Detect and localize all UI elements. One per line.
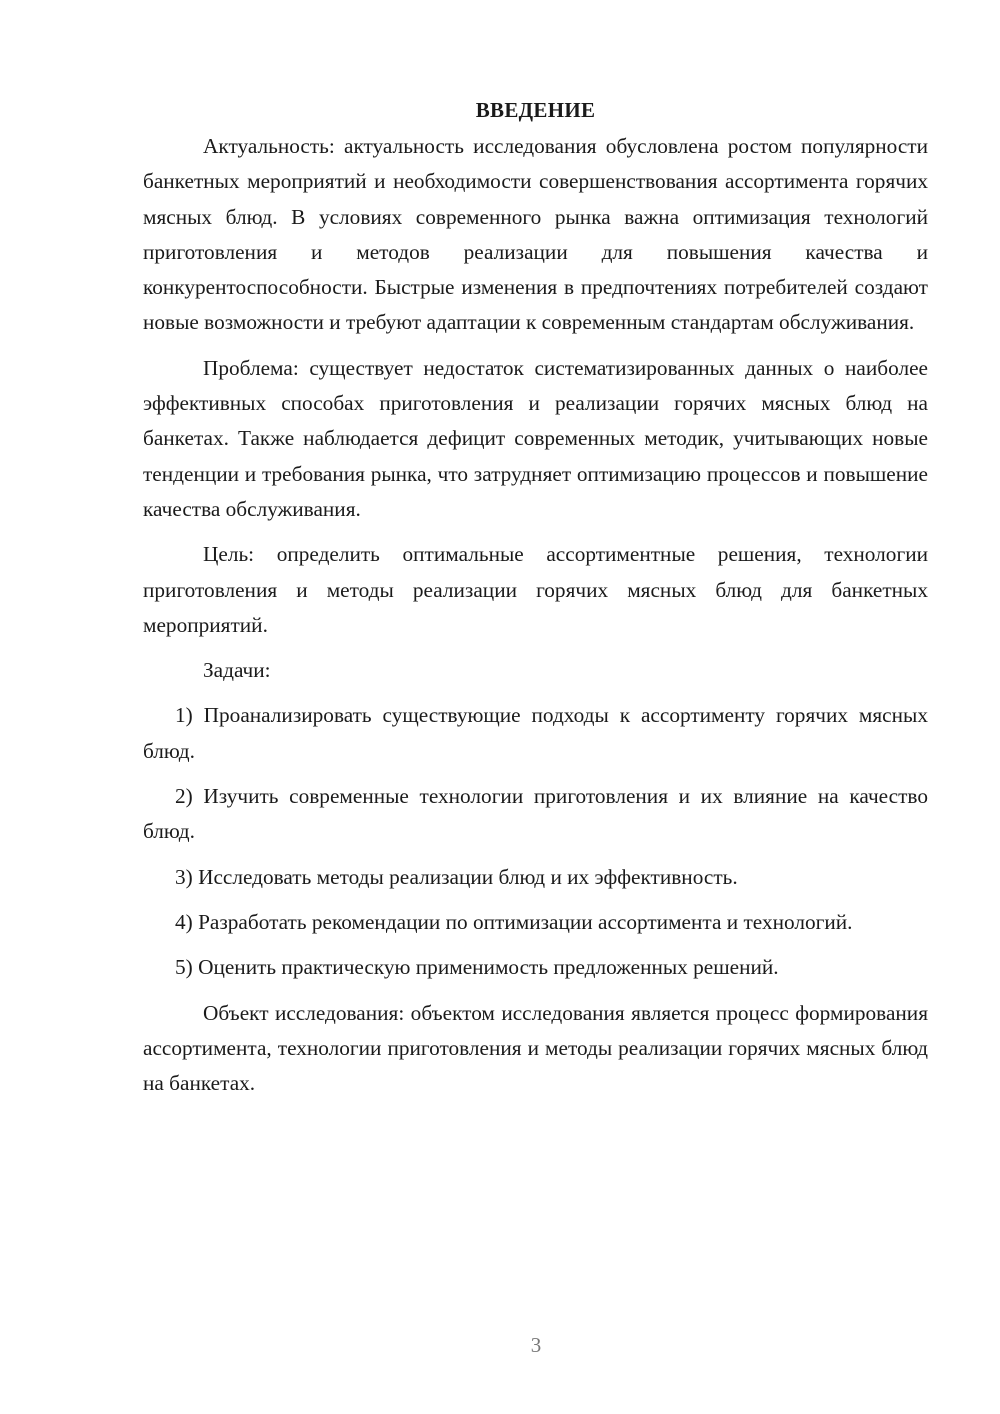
task-item-5: 5) Оценить практическую применимость предложенных решений. (175, 955, 779, 980)
relevance-paragraph: Актуальность: актуальность исследования обусловлена ростом популярности банкетных мероприятий и необходимости совершенствования ассортимента горячих мясных блюд. В условиях современного рынка важна оптимизация технологий приготовления и методов реализации для повышения качества и конкурентоспособности. Быстрые изменения в предпочтениях потребителей создают новые возможности и требуют адаптации к современным стандартам обслуживания. (143, 134, 928, 335)
tasks-label: Задачи: (203, 658, 271, 683)
section-heading: ВВЕДЕНИЕ (475, 98, 596, 122)
page-body (143, 93, 928, 1111)
page-number: 3 (530, 1333, 542, 1357)
problem-paragraph: Проблема: существует недостаток систематизированных данных о наиболее эффективных способах приготовления и реализации горячих мясных блюд на банкетах. Также наблюдается дефицит современных методик, учитывающих новые тенденции и требования рынка, что затрудняет оптимизацию процессов и повышение качества обслуживания. (143, 355, 928, 521)
task-item-1: 1) Проанализировать существующие подходы к ассортименту горячих мясных блюд. (143, 703, 928, 763)
object-paragraph: Объект исследования: объектом исследования является процесс формирования ассортимента, технологии приготовления и методы реализации горячих мясных блюд на банкетах. (143, 1000, 928, 1096)
task-item-3: 3) Исследовать методы реализации блюд и их эффективность. (175, 864, 738, 889)
goal-paragraph: Цель: определить оптимальные ассортиментные решения, технологии приготовления и методы реализации горячих мясных блюд для банкетных мероприятий. (143, 542, 928, 637)
task-item-2: 2) Изучить современные технологии приготовления и их влияние на качество блюд. (143, 784, 928, 844)
task-item-4: 4) Разработать рекомендации по оптимизации ассортимента и технологий. (175, 909, 853, 934)
